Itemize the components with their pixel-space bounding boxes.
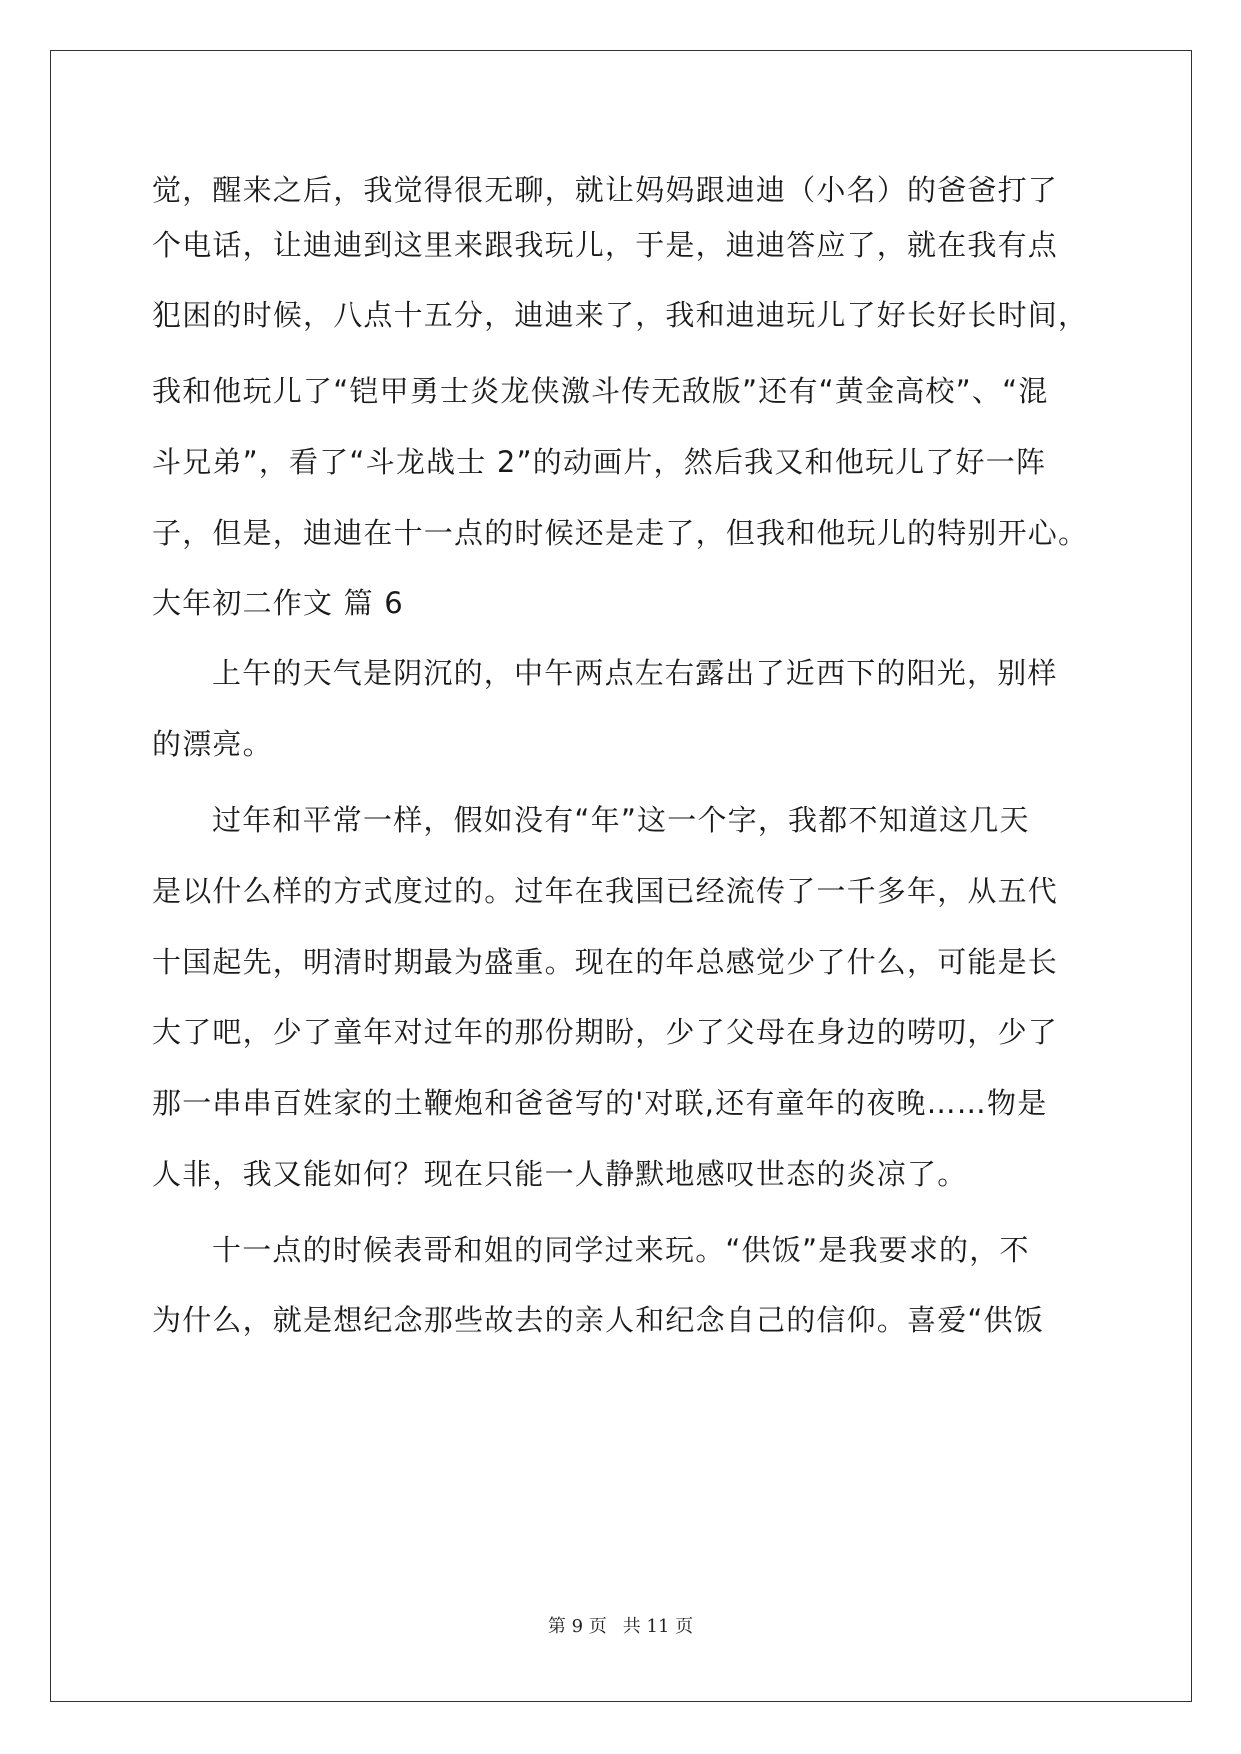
body-line: 大了吧，少了童年对过年的那份期盼，少了父母在身边的唠叨，少了 [152,1015,1059,1049]
body-line: 为什么，就是想纪念那些故去的亲人和纪念自己的信仰。喜爱“供饭 [152,1303,1045,1337]
body-line: 个电话，让迪迪到这里来跟我玩儿，于是，迪迪答应了，就在我有点 [152,228,1059,262]
body-line: 十一点的时候表哥和姐的同学过来玩。“供饭”是我要求的，不 [212,1233,1030,1267]
body-line: 犯困的时候，八点十五分，迪迪来了，我和迪迪玩儿了好长好长时间， [152,298,1089,332]
body-line: 那一串串百姓家的土鞭炮和爸爸写的'对联,还有童年的夜晚……物是 [152,1086,1048,1120]
page-footer [0,1612,1241,1638]
page-total: 共 11 页 [622,1616,694,1637]
body-line: 十国起先，明清时期最为盛重。现在的年总感觉少了什么，可能是长 [152,945,1059,979]
body-line: 人非，我又能如何？现在只能一人静默地感叹世态的炎凉了。 [152,1157,968,1191]
body-line: 的漂亮。 [152,727,273,761]
body-line: 子，但是，迪迪在十一点的时候还是走了，但我和他玩儿的特别开心。 [152,516,1089,550]
body-line: 是以什么样的方式度过的。过年在我国已经流传了一千多年，从五代 [152,874,1059,908]
body-line: 觉，醒来之后，我觉得很无聊，就让妈妈跟迪迪（小名）的爸爸打了 [152,173,1059,207]
page-number: 第 9 页 [547,1616,607,1637]
section-heading: 大年初二作文 篇 6 [152,586,404,620]
body-line: 斗兄弟”，看了“斗龙战士 2”的动画片，然后我又和他玩儿了好一阵 [152,445,1047,479]
body-line: 我和他玩儿了“铠甲勇士炎龙侠激斗传无敌版”还有“黄金高校”、“混 [152,374,1049,408]
body-line: 上午的天气是阴沉的，中午两点左右露出了近西下的阳光，别样 [212,656,1058,690]
body-line: 过年和平常一样，假如没有“年”这一个字，我都不知道这几天 [212,803,1030,837]
